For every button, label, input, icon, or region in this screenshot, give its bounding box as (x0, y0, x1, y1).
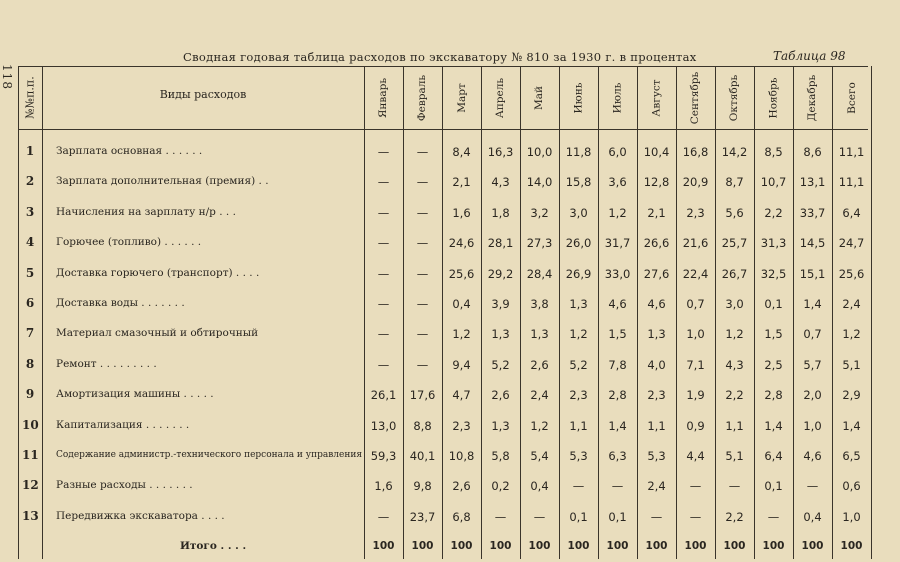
table-cell: 1,2 (569, 327, 588, 342)
table-cell: 7,1 (686, 357, 705, 372)
row-number: 2 (25, 174, 35, 189)
header-bottom-rule (18, 129, 868, 130)
table-cell: 0,1 (569, 509, 588, 524)
table-cell: 1,9 (686, 388, 705, 403)
row-number: 5 (25, 265, 35, 280)
month-header-label: Февраль (416, 74, 429, 121)
table-cell: 0,7 (803, 327, 822, 342)
table-cell: 0,1 (764, 297, 783, 311)
table-cell: — (416, 205, 429, 220)
table-cell: 26,6 (643, 236, 670, 251)
table-cell: 1,5 (608, 327, 627, 342)
table-cell: 2,2 (725, 388, 744, 403)
table-cell: 2,1 (647, 205, 666, 220)
table-cell: 20,9 (682, 175, 709, 190)
table-cell: 27,3 (526, 236, 553, 251)
table-cell: 0,4 (803, 509, 822, 524)
row-number: 13 (22, 508, 39, 523)
table-cell: 8,5 (764, 145, 783, 159)
month-header-label: Май (533, 85, 546, 110)
table-cell: 6,3 (608, 449, 627, 463)
table-row (0, 167, 900, 197)
table-cell: 0,1 (608, 509, 627, 524)
table-cell: 4,3 (725, 357, 744, 372)
month-header-label: Декабрь (806, 74, 819, 121)
table-cell: 31,3 (760, 236, 787, 251)
table-cell: — (377, 145, 390, 159)
row-label: Доставка горючего (транспорт) . . . . (56, 266, 260, 279)
table-cell: 2,5 (764, 357, 783, 372)
table-cell: 10,7 (760, 175, 787, 190)
table-cell: — (416, 236, 429, 251)
table-cell: 100 (411, 540, 434, 553)
table-cell: 16,8 (682, 145, 709, 159)
table-cell: 4,4 (686, 449, 705, 463)
table-cell: 6,0 (608, 145, 627, 159)
table-cell: 40,1 (409, 449, 436, 463)
table-cell: 3,9 (491, 297, 510, 311)
table-cell: 32,5 (760, 266, 787, 281)
table-cell: 100 (606, 540, 629, 553)
table-cell: 5,1 (725, 449, 744, 463)
table-cell: 0,6 (842, 479, 861, 494)
table-cell: 2,4 (647, 479, 666, 494)
table-cell: — (611, 479, 624, 494)
table-cell: 0,9 (686, 418, 705, 433)
month-header (364, 66, 403, 129)
table-cell: 9,8 (413, 479, 432, 494)
table-cell: 3,2 (530, 205, 549, 220)
table-cell: 0,4 (452, 297, 471, 311)
table-cell: 1,0 (842, 509, 861, 524)
table-cell: 2,3 (686, 205, 705, 220)
table-cell: 1,0 (686, 327, 705, 342)
month-header-label: Август (650, 78, 663, 117)
table-cell: 27,6 (643, 266, 670, 281)
table-cell: 14,0 (526, 175, 553, 190)
table-cell: — (377, 266, 390, 281)
table-cell: 3,8 (530, 297, 549, 311)
table-cell: 26,1 (370, 388, 397, 403)
table-cell: 2,3 (647, 388, 666, 403)
month-header (793, 66, 832, 129)
table-cell: 5,1 (842, 357, 861, 372)
header-kind: Виды расходов (159, 88, 247, 101)
row-label: Начисления на зарплату н/р . . . (56, 205, 236, 218)
table-cell: 2,6 (491, 388, 510, 403)
page-number: 118 (0, 64, 14, 90)
table-cell: — (377, 297, 390, 311)
table-cell: 23,7 (409, 509, 436, 524)
table-cell: 2,6 (452, 479, 471, 494)
table-cell: 1,1 (647, 418, 666, 433)
table-cell: 11,1 (838, 145, 865, 159)
table-cell: 100 (723, 540, 746, 553)
month-header (754, 66, 793, 129)
table-row (0, 502, 900, 532)
table-cell: 1,6 (452, 205, 471, 220)
row-label: Зарплата дополнительная (премия) . . (56, 175, 269, 188)
table-cell: 1,5 (764, 327, 783, 342)
table-row (0, 350, 900, 380)
row-number: 7 (25, 326, 35, 341)
row-label: Содержание администр.-технического персонала и управления (56, 450, 362, 460)
table-cell: 100 (567, 540, 590, 553)
table-cell: 25,7 (721, 236, 748, 251)
table-cell: 2,1 (452, 175, 471, 190)
table-cell: 1,3 (491, 418, 510, 433)
month-header (715, 66, 754, 129)
table-cell: 29,2 (487, 266, 514, 281)
table-cell: 1,3 (569, 297, 588, 311)
table-cell: — (377, 327, 390, 342)
table-cell: — (377, 205, 390, 220)
table-cell: 6,8 (452, 509, 471, 524)
header-num-cell (18, 66, 42, 129)
table-row (0, 259, 900, 289)
table-cell: — (377, 236, 390, 251)
table-cell: — (416, 357, 429, 372)
row-number: 4 (25, 235, 35, 250)
table-cell: 5,7 (803, 357, 822, 372)
table-cell: 1,3 (491, 327, 510, 342)
table-cell: — (494, 509, 507, 524)
table-cell: 15,1 (799, 266, 826, 281)
table-cell: 21,6 (682, 236, 709, 251)
table-cell: 5,8 (491, 449, 510, 463)
table-cell: 4,0 (647, 357, 666, 372)
month-header (520, 66, 559, 129)
table-cell: — (416, 266, 429, 281)
table-cell: 10,8 (448, 449, 475, 463)
month-header (442, 66, 481, 129)
table-cell: 28,1 (487, 236, 514, 251)
table-cell: 2,8 (608, 388, 627, 403)
table-cell: 25,6 (448, 266, 475, 281)
month-header (676, 66, 715, 129)
table-cell: 5,2 (491, 357, 510, 372)
row-label: Горючее (топливо) . . . . . . (56, 236, 202, 249)
table-cell: 28,4 (526, 266, 553, 281)
table-cell: 2,4 (842, 297, 861, 311)
table-cell: 11,8 (565, 145, 592, 159)
table-cell: — (416, 175, 429, 190)
table-cell: 1,4 (608, 418, 627, 433)
table-cell: 1,6 (374, 479, 393, 494)
table-row (0, 441, 900, 471)
row-number: 11 (22, 448, 39, 462)
table-cell: 15,8 (565, 175, 592, 190)
table-cell: 5,3 (647, 449, 666, 463)
table-cell: 13,1 (799, 175, 826, 190)
row-label: Передвижка экскаватора . . . . (56, 509, 225, 522)
table-cell: — (416, 327, 429, 342)
month-header-label: Октябрь (728, 74, 741, 121)
table-cell: 2,9 (842, 388, 861, 403)
table-cell: 2,3 (569, 388, 588, 403)
table-cell: 2,3 (452, 418, 471, 433)
table-cell: — (416, 297, 429, 311)
table-cell: 2,8 (764, 388, 783, 403)
table-cell: 5,4 (530, 449, 549, 463)
table-cell: 7,8 (608, 357, 627, 372)
table-cell: 14,5 (799, 236, 826, 251)
month-header-label: Январь (377, 77, 390, 118)
table-cell: 17,6 (409, 388, 436, 403)
table-cell: 1,3 (530, 327, 549, 342)
month-header (637, 66, 676, 129)
row-number: 12 (22, 478, 39, 493)
row-label: Ремонт . . . . . . . . . (56, 357, 157, 370)
row-number: 8 (25, 356, 35, 371)
month-header-label: Апрель (494, 77, 507, 118)
month-header (832, 66, 871, 129)
table-cell: 1,8 (491, 205, 510, 220)
table-cell: 1,4 (842, 418, 861, 433)
month-header (403, 66, 442, 129)
table-cell: 16,3 (487, 145, 514, 159)
table-cell: 100 (801, 540, 824, 553)
table-cell: 5,3 (569, 449, 588, 463)
table-cell: 25,6 (838, 266, 865, 281)
table-cell: 12,8 (643, 175, 670, 190)
table-cell: 4,6 (647, 297, 666, 311)
table-cell: 100 (372, 540, 395, 553)
table-cell: 6,4 (842, 205, 861, 220)
month-header (559, 66, 598, 129)
table-cell: 24,6 (448, 236, 475, 251)
table-cell: — (377, 509, 390, 524)
table-row (0, 411, 900, 441)
table-row (0, 137, 900, 167)
table-cell: — (572, 479, 585, 494)
table-row (0, 198, 900, 228)
table-cell: 14,2 (721, 145, 748, 159)
table-cell: 22,4 (682, 266, 709, 281)
header-num: №№п.п. (23, 76, 37, 119)
month-header-label: Март (455, 82, 468, 113)
table-cell: 2,2 (764, 205, 783, 220)
table-cell: 1,2 (452, 327, 471, 342)
table-cell: 9,4 (452, 357, 471, 372)
table-cell: 4,6 (803, 449, 822, 463)
table-cell: 8,6 (803, 145, 822, 159)
table-cell: — (650, 509, 663, 524)
row-number: 3 (25, 204, 35, 219)
row-number: 1 (25, 144, 35, 158)
table-cell: 100 (528, 540, 551, 553)
table-cell: 0,4 (530, 479, 549, 494)
table-cell: 1,4 (803, 297, 822, 311)
table-cell: 26,0 (565, 236, 592, 251)
table-cell: 1,0 (803, 418, 822, 433)
table-cell: 1,2 (842, 327, 861, 342)
table-cell: 8,8 (413, 418, 432, 433)
table-title: Сводная годовая таблица расходов по экскаватору № 810 за 1930 г. в процентах (183, 50, 697, 64)
table-cell: 33,7 (799, 205, 826, 220)
table-cell: 0,7 (686, 297, 705, 311)
table-cell: 0,1 (764, 479, 783, 494)
table-cell: 8,4 (452, 145, 471, 159)
table-cell: 100 (450, 540, 473, 553)
row-number: 10 (22, 417, 39, 432)
row-label: Зарплата основная . . . . . . (56, 145, 203, 157)
table-cell: 100 (840, 540, 863, 553)
table-cell: — (728, 479, 741, 494)
month-header-label: Сентябрь (689, 71, 702, 124)
row-label: Капитализация . . . . . . . (56, 418, 190, 431)
table-cell: — (767, 509, 780, 524)
table-cell: 6,5 (842, 449, 861, 463)
table-row (0, 289, 900, 319)
table-cell: 5,6 (725, 205, 744, 220)
table-cell: 13,0 (370, 418, 397, 433)
table-cell: 1,1 (569, 418, 588, 433)
table-row (0, 319, 900, 349)
table-cell: — (533, 509, 546, 524)
table-cell: 24,7 (838, 236, 865, 251)
table-cell: 2,6 (530, 357, 549, 372)
table-cell: 100 (684, 540, 707, 553)
table-cell: 26,9 (565, 266, 592, 281)
row-label: Амортизация машины . . . . . (56, 388, 214, 401)
table-row (0, 228, 900, 258)
table-cell: 31,7 (604, 236, 631, 251)
table-cell: 100 (489, 540, 512, 553)
table-cell: 1,2 (725, 327, 744, 342)
row-number: 6 (25, 296, 35, 310)
row-label: Доставка воды . . . . . . . (56, 297, 185, 309)
table-cell: 3,6 (608, 175, 627, 190)
table-cell: 3,0 (725, 297, 744, 311)
table-label: Таблица 98 (773, 49, 846, 63)
table-cell: 5,2 (569, 357, 588, 372)
table-cell: 1,1 (725, 418, 744, 433)
table-cell: — (377, 357, 390, 372)
table-cell: — (806, 479, 819, 494)
table-cell: 2,0 (803, 388, 822, 403)
row-label: Материал смазочный и обтирочный (56, 327, 259, 340)
table-cell: 1,3 (647, 327, 666, 342)
table-cell: 1,4 (764, 418, 783, 433)
table-row (0, 471, 900, 501)
table-cell: — (689, 479, 702, 494)
table-cell: 4,3 (491, 175, 510, 190)
table-cell: 0,2 (491, 479, 510, 494)
table-cell: 1,2 (530, 418, 549, 433)
month-header-label: Июнь (572, 81, 585, 114)
month-header-label: Ноябрь (767, 77, 780, 118)
table-cell: 2,4 (530, 388, 549, 403)
table-cell: 8,7 (725, 175, 744, 190)
table-cell: 1,2 (608, 205, 627, 220)
table-cell: 2,2 (725, 509, 744, 524)
row-label: Разные расходы . . . . . . . (56, 479, 193, 492)
table-cell: — (416, 145, 429, 159)
table-cell: 26,7 (721, 266, 748, 281)
table-cell: 3,0 (569, 205, 588, 220)
table-row (0, 380, 900, 410)
table-cell: 6,4 (764, 449, 783, 463)
row-number: 9 (25, 387, 35, 402)
table-cell: 4,7 (452, 388, 471, 403)
table-cell: 33,0 (604, 266, 631, 281)
month-header-label: Всего (845, 81, 858, 114)
table-cell: 10,0 (526, 145, 553, 159)
table-cell: — (689, 509, 702, 524)
table-cell: 59,3 (370, 449, 397, 463)
table-cell: 100 (762, 540, 785, 553)
total-row (0, 532, 900, 562)
table-cell: — (377, 175, 390, 190)
month-header (598, 66, 637, 129)
row-label: Итого . . . . (180, 540, 247, 553)
month-header (481, 66, 520, 129)
table-cell: 11,1 (838, 175, 865, 190)
table-cell: 4,6 (608, 297, 627, 311)
table-cell: 10,4 (643, 145, 670, 159)
month-header-label: Июль (611, 82, 624, 113)
table-cell: 100 (645, 540, 668, 553)
